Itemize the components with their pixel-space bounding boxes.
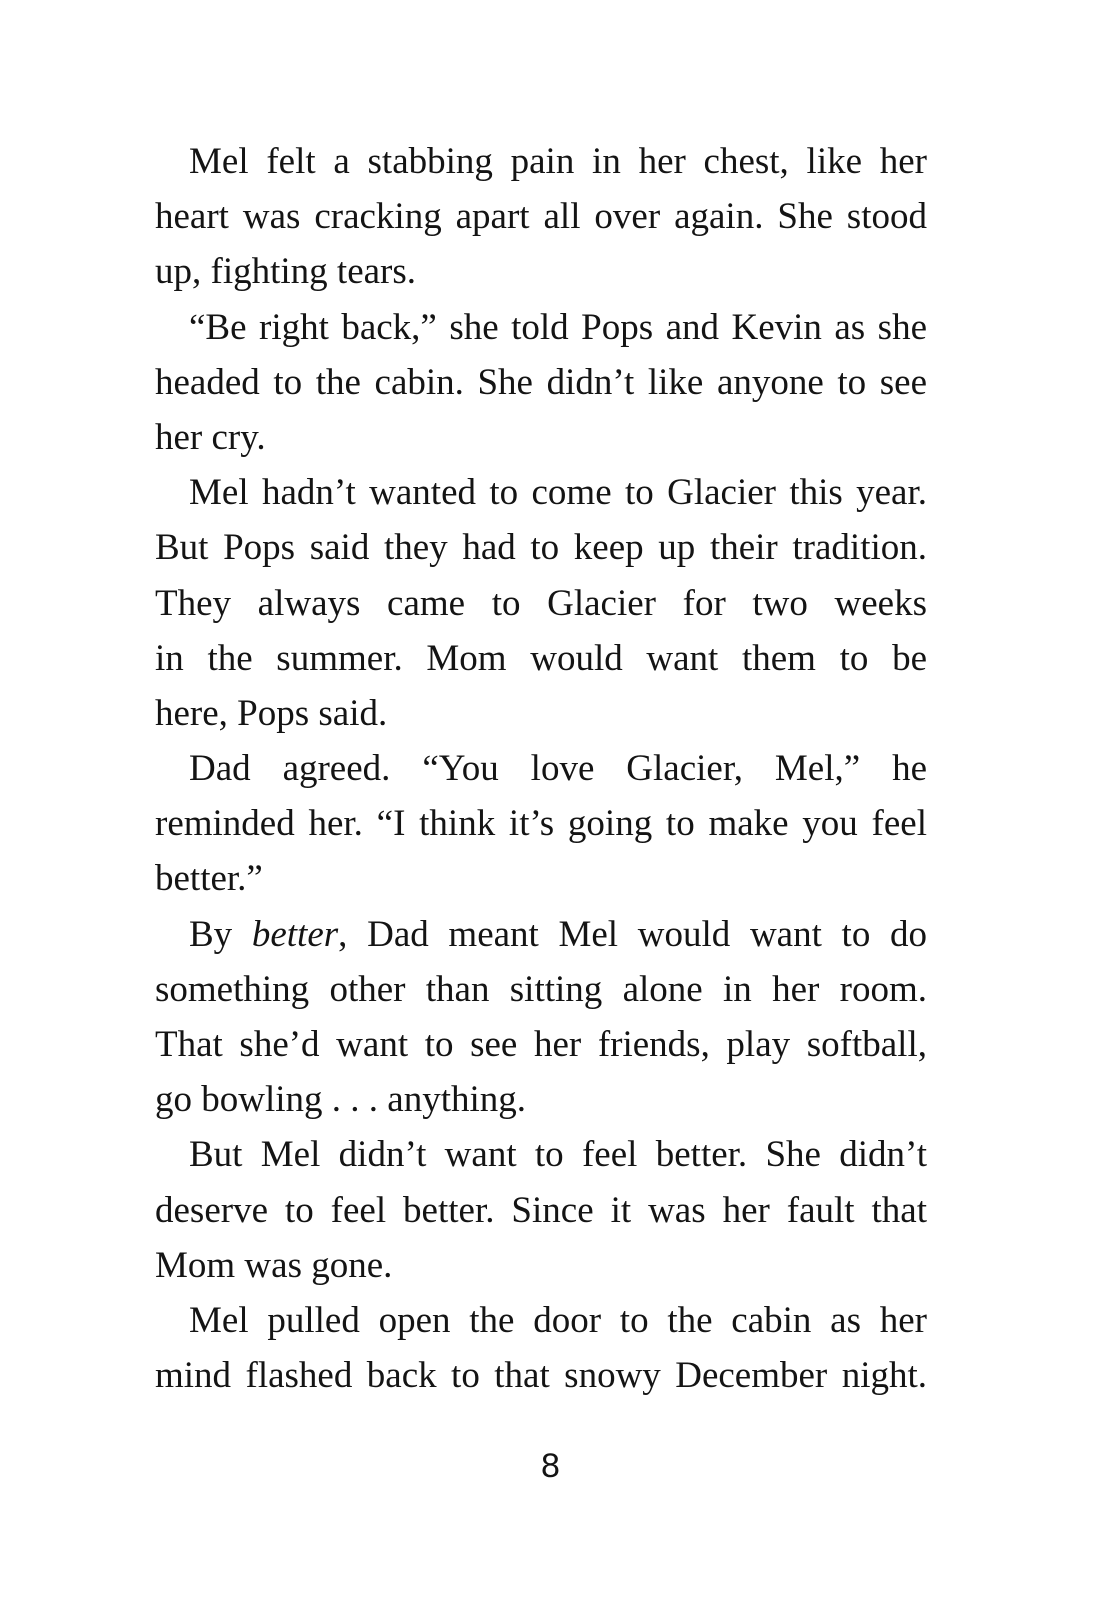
text-line: Mel hadn’t wanted to come to Glacier this year.	[189, 472, 927, 514]
text-line: mind flashed back to that snowy December night.	[155, 1355, 927, 1397]
text-line: better.”	[155, 858, 263, 900]
text-line: something other than sitting alone in her room.	[155, 968, 927, 1010]
text-line: here, Pops said.	[155, 692, 388, 734]
text-line: her cry.	[155, 416, 266, 458]
text-line: Dad agreed. “You love Glacier, Mel,” he	[189, 748, 927, 790]
body-text	[155, 134, 927, 1403]
text-line: reminded her. “I think it’s going to make you feel	[155, 803, 927, 845]
text-line: Mom was gone.	[155, 1244, 393, 1286]
text-line: in the summer. Mom would want them to be	[155, 637, 927, 679]
text-line: Mel felt a stabbing pain in her chest, like her	[189, 141, 927, 182]
text-line: They always came to Glacier for two weeks	[155, 582, 927, 624]
text-line: That she’d want to see her friends, play softball,	[155, 1024, 927, 1065]
text-line: “Be right back,” she told Pops and Kevin as she	[189, 306, 927, 348]
italic-word: better	[251, 913, 339, 955]
text-line: headed to the cabin. She didn’t like anyone to see	[155, 361, 927, 403]
text-line: deserve to feel better. Since it was her fault that	[155, 1189, 927, 1231]
text-line: go bowling . . . anything.	[155, 1079, 527, 1121]
page-number: 8	[541, 1447, 560, 1485]
text-line	[155, 907, 927, 962]
text-line: But Pops said they had to keep up their tradition.	[155, 527, 927, 569]
text-run: By	[189, 913, 252, 955]
text-line: up, fighting tears.	[155, 251, 417, 293]
text-run: , Dad meant Mel would want to do	[338, 913, 927, 955]
text-line: But Mel didn’t want to feel better. She didn’t	[189, 1134, 927, 1176]
text-line: Mel pulled open the door to the cabin as her	[189, 1299, 927, 1341]
text-line: heart was cracking apart all over again. She stood	[155, 196, 927, 238]
